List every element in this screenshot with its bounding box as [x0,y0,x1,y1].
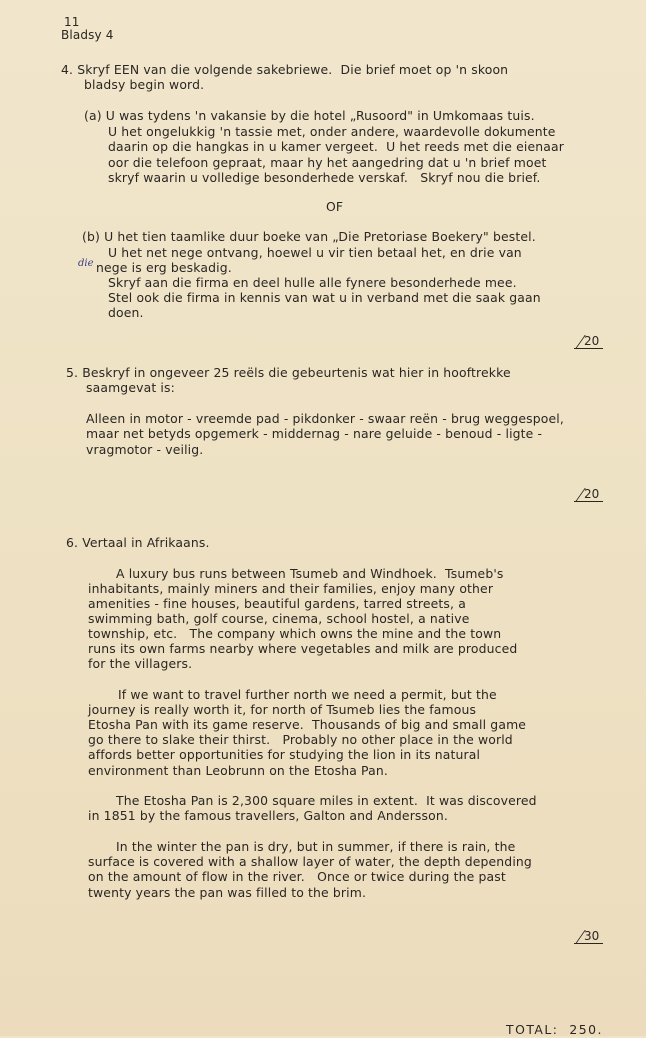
q6-paragraph-4-line: surface is covered with a shallow layer of water, the depth depending [88,854,532,869]
q4-option-b-line: Stel ook die firma in kennis van wat u in verband met die saak gaan [108,290,541,305]
q6-paragraph-1-line: amenities - fine houses, beautiful gardens, tarred streets, a [88,596,466,611]
total-label: TOTAL: 250. [506,1022,603,1037]
q5-marks-value: 20 [584,487,600,501]
q5-prompt-line: Alleen in motor - vreemde pad - pikdonker - swaar reën - brug weggespoel, [86,411,564,426]
q4-option-a-line: U het ongelukkig 'n tassie met, onder andere, waardevolle dokumente [108,124,556,139]
q6-paragraph-2-line: If we want to travel further north we need a permit, but the [118,687,497,702]
q6-paragraph-4-line: on the amount of flow in the river. Once or twice during the past [88,869,506,884]
q4-option-b-line: (b) U het tien taamlike duur boeke van „Die Pretoriase Boekery" bestel. [82,229,536,244]
q4-option-b-line: nege is erg beskadig. [96,260,232,275]
q6-heading: 6. Vertaal in Afrikaans. [66,535,210,550]
q5-intro-line: 5. Beskryf in ongeveer 25 reëls die gebeurtenis wat hier in hooftrekke [66,365,511,380]
q6-paragraph-1-line: runs its own farms nearby where vegetables and milk are produced [88,641,518,656]
q4-option-a-line: skryf waarin u volledige besonderhede verskaf. Skryf nou die brief. [108,170,541,185]
q6-paragraph-2-line: environment than Leobrunn on the Etosha Pan. [88,763,388,778]
q5-prompt-line: vragmotor - veilig. [86,442,204,457]
q5-marks [574,487,603,502]
q6-paragraph-1-line: for the villagers. [88,656,193,671]
q6-paragraph-1-line: inhabitants, mainly miners and their families, enjoy many other [88,581,494,596]
page-number: 11 [64,15,80,29]
q4-marks-value: 20 [584,334,600,348]
q5-intro-line: saamgevat is: [86,380,175,395]
q6-paragraph-2-line: Etosha Pan with its game reserve. Thousands of big and small game [88,717,527,732]
q6-paragraph-3-line: The Etosha Pan is 2,300 square miles in extent. It was discovered [116,793,537,808]
q5-prompt-line: maar net betyds opgemerk - middernag - nare geluide - benoud - ligte - [86,426,543,441]
page-label: Bladsy 4 [61,28,114,42]
q6-marks-value: 30 [584,929,600,943]
q6-paragraph-3-line: in 1851 by the famous travellers, Galton and Andersson. [88,808,448,823]
q6-marks [574,929,603,944]
q6-paragraph-2-line: affords better opportunities for studying the lion in its natural [88,747,481,762]
q6-paragraph-1-line: township, etc. The company which owns the mine and the town [88,626,502,641]
q4-option-a-line: oor die telefoon gepraat, maar hy het aangedring dat u 'n brief moet [108,155,547,170]
q4-intro-line: 4. Skryf EEN van die volgende sakebriewe. Die brief moet op 'n skoon [61,62,509,77]
q4-option-a-line: daarin op die hangkas in u kamer vergeet. U het reeds met die eienaar [108,139,564,154]
q4-option-a-line: (a) U was tydens 'n vakansie by die hotel „Rusoord" in Umkomaas tuis. [84,108,535,123]
q4-intro-line: bladsy begin word. [84,77,205,92]
q6-paragraph-4-line: twenty years the pan was filled to the brim. [88,885,367,900]
handwritten-note: die [78,258,94,269]
q4-option-b-line: Skryf aan die firma en deel hulle alle fynere besonderhede mee. [108,275,517,290]
q4-or-label: OF [326,199,344,214]
q4-marks [574,334,603,349]
q6-paragraph-1-line: swimming bath, golf course, cinema, school hostel, a native [88,611,470,626]
q4-option-b-line: U het net nege ontvang, hoewel u vir tien betaal het, en drie van [108,245,522,260]
q6-paragraph-4-line: In the winter the pan is dry, but in summer, if there is rain, the [116,839,516,854]
q6-paragraph-1-line: A luxury bus runs between Tsumeb and Windhoek. Tsumeb's [116,566,504,581]
q4-option-b-line: doen. [108,305,144,320]
q6-paragraph-2-line: go there to slake their thirst. Probably no other place in the world [88,732,513,747]
q6-paragraph-2-line: journey is really worth it, for north of Tsumeb lies the famous [88,702,477,717]
